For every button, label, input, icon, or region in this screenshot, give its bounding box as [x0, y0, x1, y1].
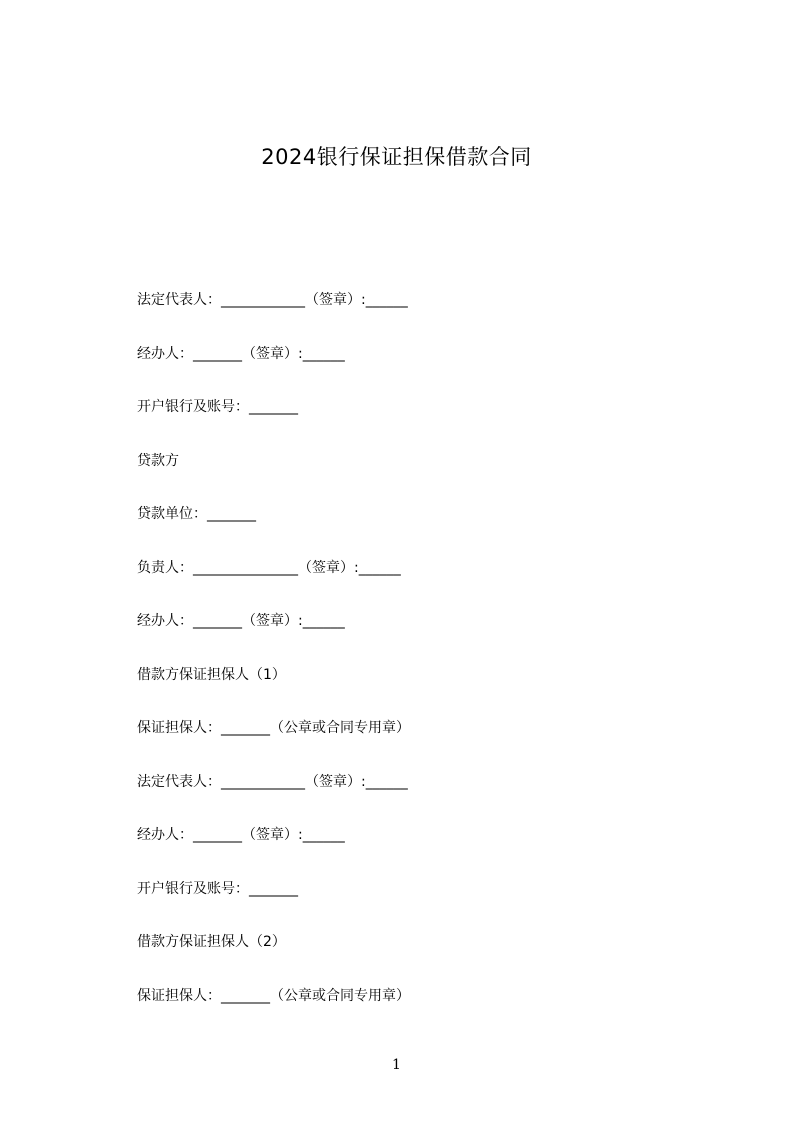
guarantor-2-heading: 借款方保证担保人（2） — [137, 934, 286, 950]
signature-block — [137, 288, 697, 1037]
guarantor-1-line: 保证担保人：_______（公章或合同专用章） — [137, 720, 410, 736]
legal-representative-line-1: 法定代表人：____________（签章）:______ — [137, 292, 408, 308]
handler-line-1: 经办人：_______（签章）:______ — [137, 345, 345, 362]
legal-representative-line-2: 法定代表人：____________（签章）:______ — [137, 773, 408, 790]
handler-line-3: 经办人：_______（签章）:______ — [137, 827, 345, 843]
lender-unit-line: 贷款单位：_______ — [137, 506, 256, 522]
handler-line-2: 经办人：_______（签章）:______ — [137, 613, 345, 629]
lender-heading: 贷款方 — [137, 452, 179, 469]
guarantor-2-line: 保证担保人：_______（公章或合同专用章） — [137, 987, 410, 1004]
guarantor-1-heading: 借款方保证担保人（1） — [137, 666, 286, 683]
responsible-person-line: 负责人：_______________（签章）:______ — [137, 559, 401, 576]
bank-account-line-1: 开户银行及账号：_______ — [137, 399, 298, 415]
document-title: 2024银行保证担保借款合同 — [261, 145, 532, 169]
bank-account-line-2: 开户银行及账号：_______ — [137, 880, 298, 897]
page-number: 1 — [392, 1057, 401, 1073]
